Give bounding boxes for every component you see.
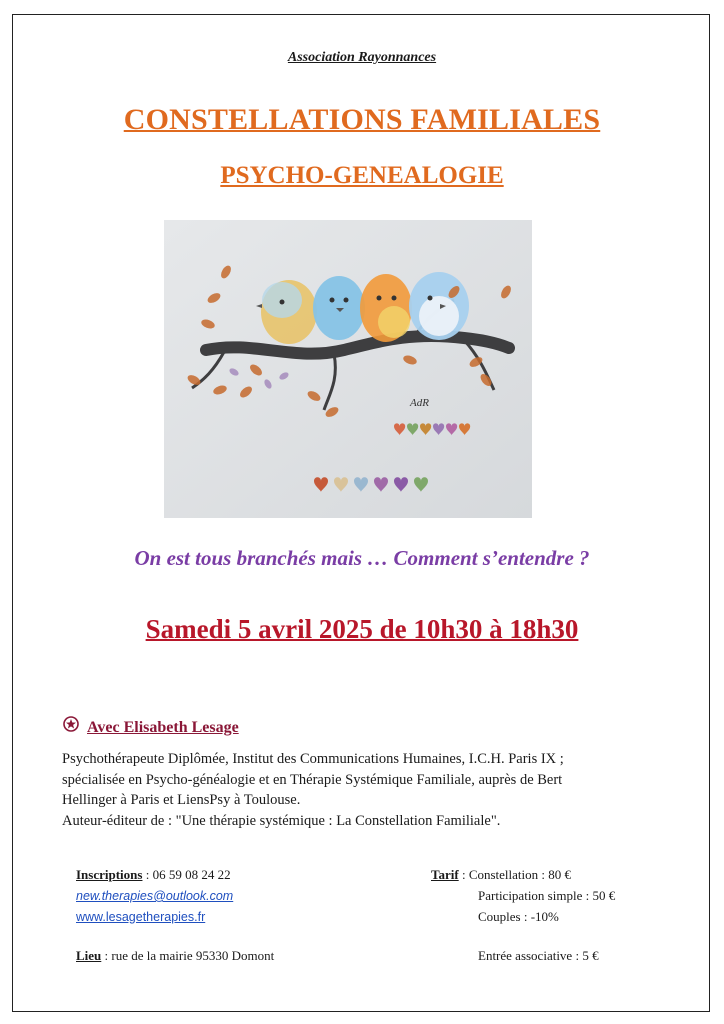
tarif-entree: Entrée associative : 5 € — [478, 948, 599, 963]
painting-birds-on-branch — [164, 220, 532, 518]
tarif-line — [431, 865, 571, 885]
inscriptions-line — [76, 865, 231, 885]
tarif-constellation: : Constellation : 80 € — [458, 867, 572, 882]
main-title: CONSTELLATIONS FAMILIALES — [123, 103, 601, 136]
website-link[interactable]: www.lesagetherapies.fr — [76, 910, 206, 924]
star-icon — [63, 716, 79, 732]
presenter-heading — [63, 716, 239, 737]
lieu-label: Lieu — [76, 948, 102, 963]
event-date: Samedi 5 avril 2025 de 10h30 à 18h30 — [145, 614, 579, 644]
presenter-name: Avec Elisabeth Lesage — [87, 719, 239, 736]
inscriptions-phone: : 06 59 08 24 22 — [142, 867, 231, 882]
tarif-couples: Couples : -10% — [478, 909, 559, 924]
subtitle: PSYCHO-GENEALOGIE — [220, 162, 504, 189]
tagline: On est tous branchés mais … Comment s’entendre ? — [134, 546, 590, 570]
tarif-label: Tarif — [431, 867, 459, 882]
bio-line: Psychothérapeute Diplômée, Institut des Communications Humaines, I.C.H. Paris IX ; — [62, 751, 564, 767]
bio-line: Auteur-éditeur de : "Une thérapie systémique : La Constellation Familiale". — [62, 812, 501, 829]
presenter-bio — [62, 749, 692, 831]
bio-line: Hellinger à Paris et LiensPsy à Toulouse. — [62, 792, 301, 808]
bio-line: spécialisée en Psycho-généalogie et en Thérapie Systémique Familiale, auprès de Bert — [62, 771, 563, 788]
email-link[interactable]: new.therapies@outlook.com — [76, 889, 234, 903]
inscriptions-label: Inscriptions — [76, 867, 143, 882]
painting-signature: AdR — [410, 397, 429, 409]
tarif-participation: Participation simple : 50 € — [478, 888, 616, 903]
association-name: Association Rayonnances — [287, 50, 437, 65]
lieu-line — [76, 946, 274, 966]
lieu-address: : rue de la mairie 95330 Domont — [101, 948, 275, 963]
